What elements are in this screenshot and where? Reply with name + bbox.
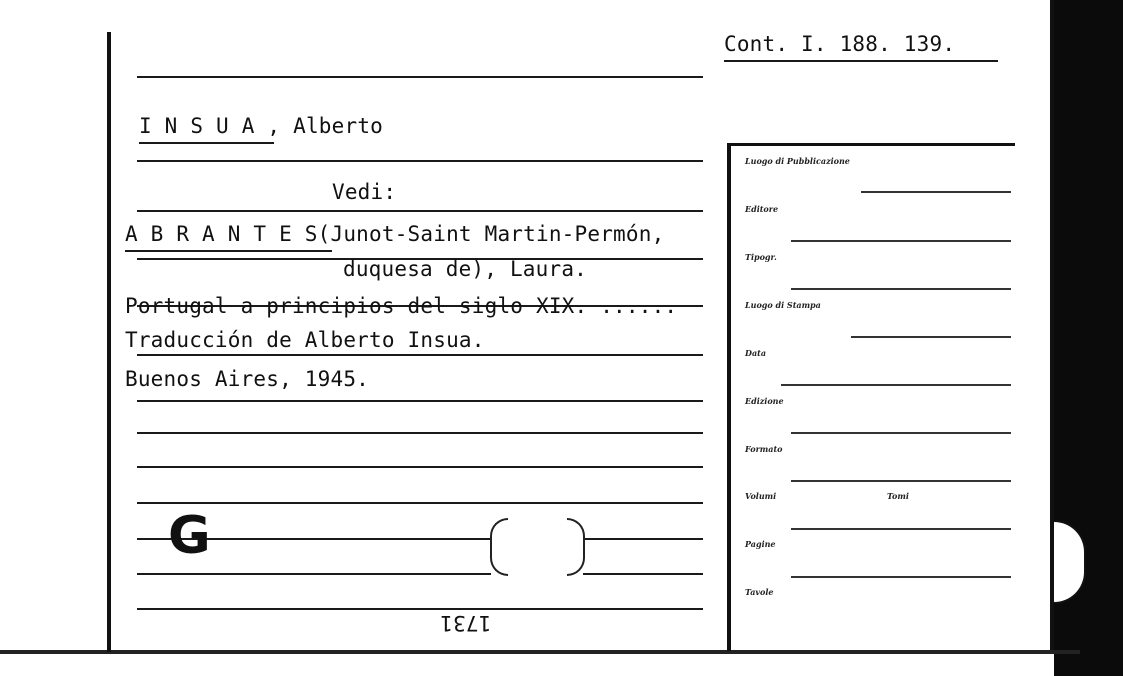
punch-hole-left-edge (490, 518, 508, 576)
form-label-pages: Pagine (745, 539, 776, 549)
ruled-line (583, 573, 703, 575)
reference-line-2: duquesa de), Laura. (343, 257, 588, 281)
author-heading: I N S U A , Alberto (139, 114, 384, 138)
form-label-place: Luogo di Pubblicazione (745, 156, 850, 166)
form-label-printer: Tipogr. (745, 252, 777, 262)
form-label-volumes: Volumi (745, 491, 777, 501)
punch-hole-right-edge (567, 518, 585, 576)
card-left-margin-rule (107, 32, 111, 652)
title-line: Portugal a principios del siglo XIX. ...... (125, 294, 678, 318)
reference-line-1: A B R A N T E S(Junot-Saint Martin-Permón, (125, 222, 665, 246)
author-underline (139, 142, 274, 144)
reference-underline (125, 250, 332, 252)
shelfmark-underline (724, 60, 998, 62)
form-label-format: Formato (745, 444, 783, 454)
form-line (791, 576, 1011, 578)
stamp-number: 1731 (440, 611, 492, 635)
ruled-line (137, 210, 703, 212)
translation-line: Traducción de Alberto Insua. (125, 328, 485, 352)
form-label-plates: Tavole (745, 587, 774, 597)
ruled-line (137, 354, 703, 356)
ruled-line (137, 432, 703, 434)
ruled-line (137, 400, 703, 402)
form-label-date: Data (745, 348, 766, 358)
ruled-line (137, 466, 703, 468)
ruled-line (137, 573, 491, 575)
form-label-publisher: Editore (745, 204, 779, 214)
ruled-line (137, 502, 703, 504)
form-label-tomes: Tomi (887, 491, 909, 501)
form-line (791, 432, 1011, 434)
form-line (791, 480, 1011, 482)
ruled-line (137, 608, 703, 610)
form-line (781, 384, 1011, 386)
stamp-letter: G (168, 506, 211, 566)
form-line (791, 240, 1011, 242)
form-line (791, 288, 1011, 290)
form-line (791, 528, 1011, 530)
ruled-line (137, 160, 703, 162)
ruled-line (137, 76, 703, 78)
card-right-edge (1050, 0, 1054, 650)
form-line (851, 336, 1011, 338)
ruled-line (583, 538, 703, 540)
form-label-print-place: Luogo di Stampa (745, 300, 821, 310)
form-label-edition: Edizione (745, 396, 784, 406)
see-reference-label: Vedi: (332, 180, 397, 204)
shelfmark: Cont. I. 188. 139. (724, 32, 956, 56)
bibliographic-form-box (727, 143, 1015, 651)
imprint-line: Buenos Aires, 1945. (125, 367, 370, 391)
form-line (861, 191, 1011, 193)
